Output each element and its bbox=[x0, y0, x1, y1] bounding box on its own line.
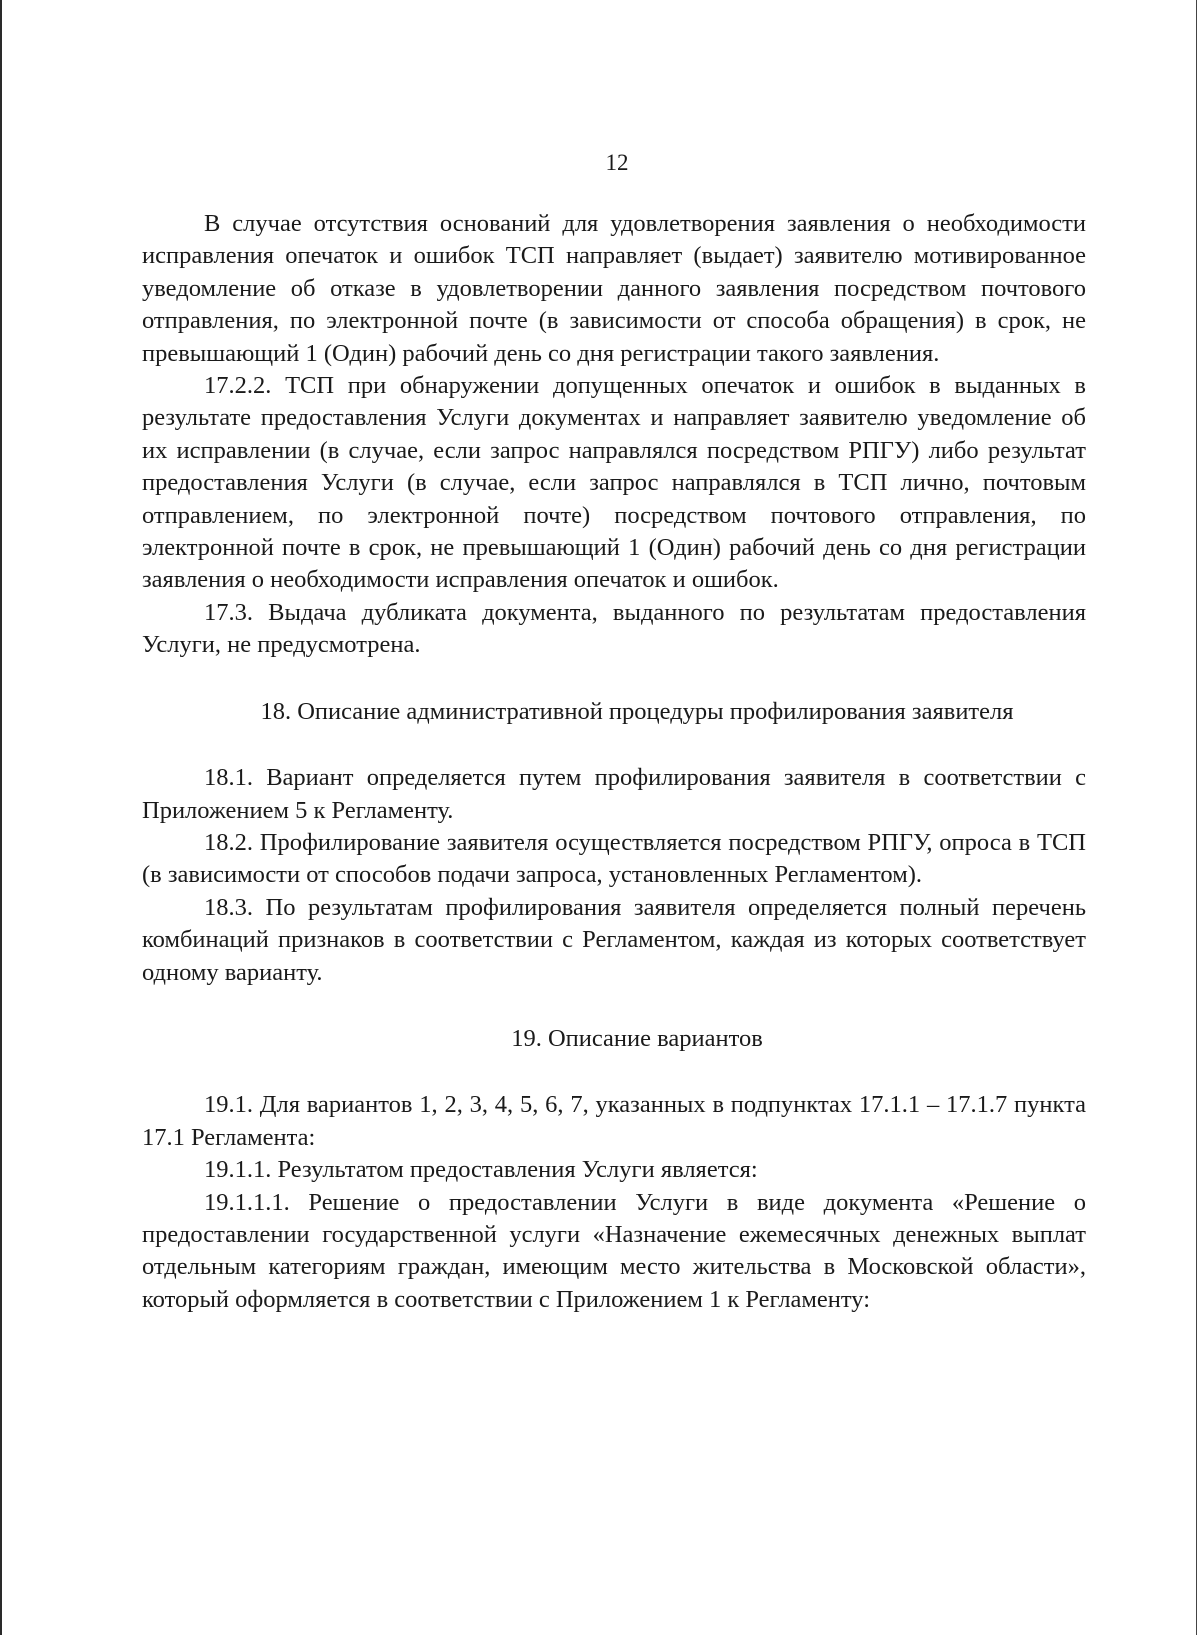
section-18-body bbox=[142, 762, 1086, 989]
page-number: 12 bbox=[605, 150, 629, 175]
paragraph-18-2: 18.2. Профилирование заявителя осуществляется посредством РПГУ, опроса в ТСП (в зависимости от способов подачи запроса, установленных Регламентом). bbox=[142, 828, 1086, 889]
paragraph-17-3: 17.3. Выдача дубликата документа, выданного по результатам предоставления Услуги, не предусмотрена. bbox=[142, 598, 1086, 659]
paragraph-19-1: 19.1. Для вариантов 1, 2, 3, 4, 5, 6, 7, указанных в подпунктах 17.1.1 – 17.1.7 пункта 17.1 Регламента: bbox=[142, 1091, 1086, 1151]
section-19-heading: 19. Описание вариантов bbox=[511, 1024, 763, 1052]
scan-right-edge bbox=[1196, 0, 1197, 1635]
paragraph-refusal-notice: В случае отсутствия оснований для удовлетворения заявления о необходимости исправления опечаток и ошибок ТСП направляет (выдает) заявителю мотивированное уведомление об отказе в удовлетворении данного заявления посредством почтового отправления, по электронной почте (в зависимости от способа обращения) в срок, не превышающий 1 (Один) рабочий день со дня регистрации такого заявления. bbox=[142, 210, 1086, 367]
paragraph-18-3: 18.3. По результатам профилирования заявителя определяется полный перечень комбинаций признаков в соответствии с Регламентом, каждая из которых соответствует одному варианту. bbox=[142, 893, 1086, 986]
section-18-heading: 18. Описание административной процедуры профилирования заявителя bbox=[260, 697, 1014, 725]
paragraph-17-2-2: 17.2.2. ТСП при обнаружении допущенных опечаток и ошибок в выданных в результате предоставления Услуги документах и направляет заявителю уведомление об их исправлении (в случае, если запрос направлялся посредством РПГУ) либо результат предоставления Услуги (в случае, если запрос направлялся в ТСП лично, почтовым отправлением, по электронной почте) посредством почтового отправления, по электронной почте в срок, не превышающий 1 (Один) рабочий день со дня регистрации заявления о необходимости исправления опечаток и ошибок. bbox=[142, 372, 1086, 594]
paragraph-19-1-1: 19.1.1. Результатом предоставления Услуги является: bbox=[204, 1156, 758, 1184]
paragraph-19-1-1-1: 19.1.1.1. Решение о предоставлении Услуги в виде документа «Решение о предоставлении государственной услуги «Назначение ежемесячных денежных выплат отдельным категориям граждан, имеющим место жительства в Московской области», который оформляется в соответствии с Приложением 1 к Регламенту: bbox=[142, 1188, 1086, 1313]
document-body bbox=[142, 208, 1086, 1316]
scan-left-edge bbox=[0, 0, 2, 1635]
paragraph-18-1: 18.1. Вариант определяется путем профилирования заявителя в соответствии с Приложением 5 к Регламенту. bbox=[142, 764, 1086, 824]
section-19-body bbox=[142, 1089, 1086, 1316]
